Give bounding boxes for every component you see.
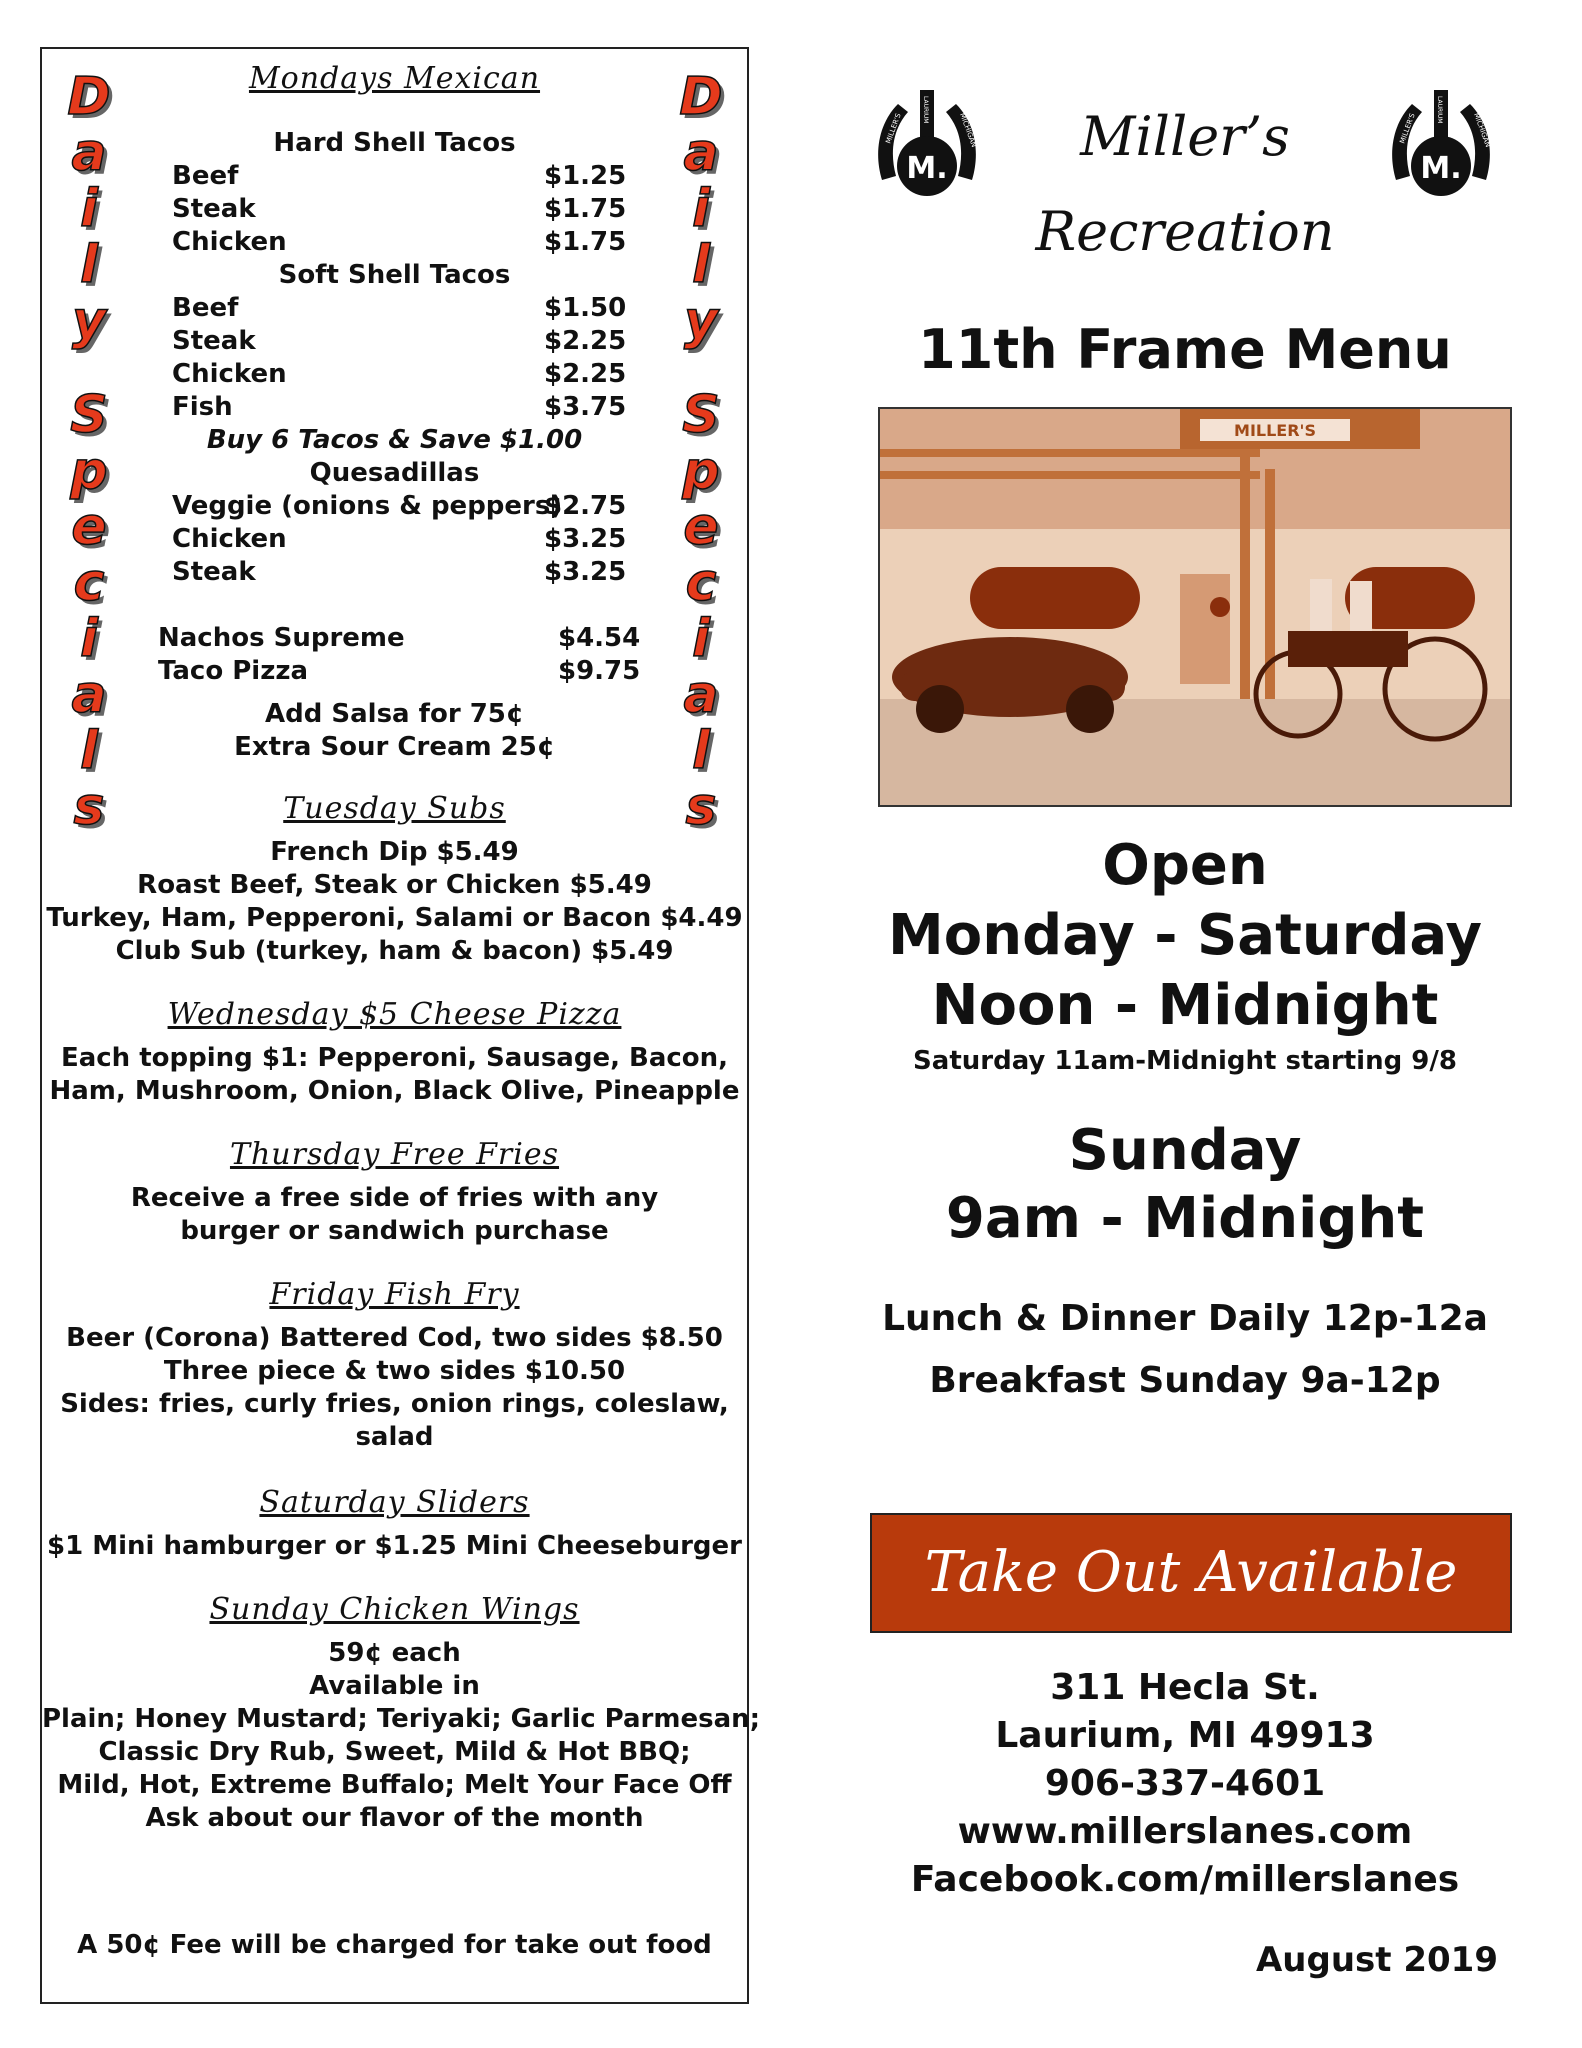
wednesday-line: Ham, Mushroom, Onion, Black Olive, Pineapple — [49, 1076, 740, 1106]
saturday-section — [42, 1485, 747, 1563]
menu-item: Taco Pizza — [158, 656, 309, 686]
menu-price: $2.25 — [544, 326, 627, 356]
lunch-dinner-hours: Lunch & Dinner Daily 12p-12a — [882, 1298, 1488, 1339]
banner-letter: c — [73, 553, 105, 613]
banner-letter: l — [80, 721, 98, 781]
menu-item: Steak — [172, 194, 256, 224]
salsa-addon: Add Salsa for 75¢ — [265, 699, 524, 729]
sunday-line: Classic Dry Rub, Sweet, Mild & Hot BBQ; — [98, 1737, 691, 1767]
open-label: Open — [1102, 833, 1268, 898]
hard-shell-title: Hard Shell Tacos — [273, 128, 516, 158]
banner-letter: a — [683, 123, 719, 183]
menu-price: $1.75 — [544, 194, 627, 224]
banner-letter: y — [72, 291, 106, 351]
sunday-line: Plain; Honey Mustard; Teriyaki; Garlic Parmesan; — [42, 1704, 761, 1734]
banner-letter: e — [71, 497, 107, 557]
storefront-photo-illustration — [880, 409, 1510, 805]
banner-letter: l — [692, 235, 710, 295]
menu-item: Nachos Supreme — [158, 623, 405, 653]
sunday-section — [42, 1592, 761, 1835]
tuesday-line: Turkey, Ham, Pepperoni, Salami or Bacon $4.49 — [46, 903, 743, 933]
website-link[interactable]: www.millerslanes.com — [957, 1811, 1413, 1852]
address-line-2: Laurium, MI 49913 — [995, 1715, 1375, 1756]
logo-letter: M. — [1420, 151, 1462, 186]
friday-line: Beer (Corona) Battered Cod, two sides $8.50 — [66, 1323, 723, 1353]
logo-text: MICHIGAN — [1472, 111, 1492, 149]
logo-text: MILLER'S — [884, 112, 903, 145]
banner-letter: D — [679, 67, 723, 127]
address-line-1: 311 Hecla St. — [1050, 1667, 1320, 1708]
sunday-line: Ask about our flavor of the month — [145, 1803, 644, 1833]
menu-date: August 2019 — [1255, 1940, 1498, 1980]
banner-letter: i — [80, 609, 98, 669]
friday-line: Sides: fries, curly fries, onion rings, coleslaw, — [60, 1389, 729, 1419]
menu-item: Fish — [172, 392, 233, 422]
menu-price: $3.25 — [544, 557, 627, 587]
banner-letter: p — [682, 441, 720, 501]
logo-letter: M. — [906, 151, 948, 186]
open-hours: Noon - Midnight — [931, 973, 1439, 1038]
logo-text: LAURIUM — [1436, 96, 1443, 124]
wednesday-line: Each topping $1: Pepperoni, Sausage, Bacon, — [60, 1043, 729, 1073]
friday-line: salad — [355, 1422, 434, 1452]
banner-letter: l — [80, 235, 98, 295]
friday-section — [42, 1277, 747, 1454]
menu-item: Steak — [172, 326, 256, 356]
monday-section — [42, 61, 747, 96]
taco-deal: Buy 6 Tacos & Save $1.00 — [206, 425, 583, 455]
wednesday-section — [42, 997, 747, 1108]
banner-letter: y — [684, 291, 718, 351]
tuesday-section — [42, 791, 747, 968]
open-days: Monday - Saturday — [888, 903, 1482, 968]
menu-price: $1.75 — [544, 227, 627, 257]
banner-letter: S — [682, 385, 720, 445]
tuesday-line: Club Sub (turkey, ham & bacon) $5.49 — [115, 936, 674, 966]
menu-item: Chicken — [172, 359, 287, 389]
sunday-line: 59¢ each — [328, 1638, 461, 1668]
sour-cream-addon: Extra Sour Cream 25¢ — [234, 732, 555, 762]
brand-line-1: Miller’s — [1080, 105, 1290, 168]
banner-letter: D — [67, 67, 111, 127]
menu-title: 11th Frame Menu — [918, 318, 1452, 381]
specials-panel — [40, 47, 761, 2004]
banner-letter: s — [73, 777, 105, 837]
menu-item: Beef — [172, 161, 239, 191]
banner-letter: p — [70, 441, 108, 501]
sunday-title: Sunday Chicken Wings — [209, 1592, 580, 1627]
menu-item: Chicken — [172, 227, 287, 257]
banner-letter: l — [692, 721, 710, 781]
storefront-photo — [878, 407, 1512, 807]
banner-letter: a — [683, 665, 719, 725]
friday-line: Three piece & two sides $10.50 — [163, 1356, 626, 1386]
sunday-line: Mild, Hot, Extreme Buffalo; Melt Your Face Off — [57, 1770, 732, 1800]
logo-text: MILLER'S — [1398, 112, 1417, 145]
brand-line-2: Recreation — [1035, 200, 1335, 263]
menu-item: Beef — [172, 293, 239, 323]
banner-letter: i — [692, 179, 710, 239]
thursday-section — [42, 1137, 747, 1248]
menu-price: $1.50 — [544, 293, 627, 323]
logo-text: MICHIGAN — [958, 111, 978, 149]
quesadillas-title: Quesadillas — [309, 458, 480, 488]
menu-price: $3.25 — [544, 524, 627, 554]
take-out-text: Take Out Available — [924, 1540, 1458, 1605]
banner-letter: s — [685, 777, 717, 837]
monday-title: Mondays Mexican — [248, 61, 541, 96]
logo-text: LAURIUM — [922, 96, 929, 124]
saturday-hours-note: Saturday 11am-Midnight starting 9/8 — [913, 1046, 1457, 1076]
menu-price: $2.25 — [544, 359, 627, 389]
breakfast-hours: Breakfast Sunday 9a-12p — [929, 1360, 1441, 1401]
banner-letter: S — [70, 385, 108, 445]
banner-letter: i — [692, 609, 710, 669]
menu-price: $2.75 — [544, 491, 627, 521]
menu-price: $1.25 — [544, 161, 627, 191]
banner-letter: e — [683, 497, 719, 557]
soft-shell-title: Soft Shell Tacos — [278, 260, 511, 290]
menu-price: $9.75 — [558, 656, 641, 686]
tuesday-line: Roast Beef, Steak or Chicken $5.49 — [137, 870, 652, 900]
wednesday-title: Wednesday $5 Cheese Pizza — [167, 997, 622, 1032]
tuesday-title: Tuesday Subs — [283, 791, 506, 826]
tuesday-line: French Dip $5.49 — [270, 837, 519, 867]
saturday-line: $1 Mini hamburger or $1.25 Mini Cheeseburger — [47, 1531, 742, 1561]
menu-price: $4.54 — [558, 623, 641, 653]
facebook-link[interactable]: Facebook.com/millerslanes — [910, 1859, 1460, 1900]
menu-item: Veggie (onions & peppers) — [172, 491, 563, 521]
menu-item: Steak — [172, 557, 256, 587]
sunday-hours: 9am - Midnight — [945, 1186, 1425, 1251]
banner-letter: a — [71, 123, 107, 183]
banner-letter: i — [80, 179, 98, 239]
sunday-line: Available in — [309, 1671, 480, 1701]
thursday-line: Receive a free side of fries with any — [130, 1183, 659, 1213]
sunday-label: Sunday — [1068, 1118, 1302, 1183]
info-panel — [848, 58, 1522, 2021]
thursday-line: burger or sandwich purchase — [180, 1216, 609, 1246]
banner-letter: a — [71, 665, 107, 725]
banner-letter: c — [685, 553, 717, 613]
photo-sign-text: MILLER'S — [1234, 421, 1316, 440]
thursday-title: Thursday Free Fries — [229, 1137, 560, 1172]
menu-item: Chicken — [172, 524, 287, 554]
friday-title: Friday Fish Fry — [269, 1277, 520, 1312]
phone-number: 906-337-4601 — [1044, 1763, 1326, 1804]
take-out-banner — [870, 1513, 1512, 1633]
saturday-title: Saturday Sliders — [259, 1485, 530, 1520]
menu-price: $3.75 — [544, 392, 627, 422]
take-out-fee-note: A 50¢ Fee will be charged for take out food — [77, 1930, 712, 1960]
